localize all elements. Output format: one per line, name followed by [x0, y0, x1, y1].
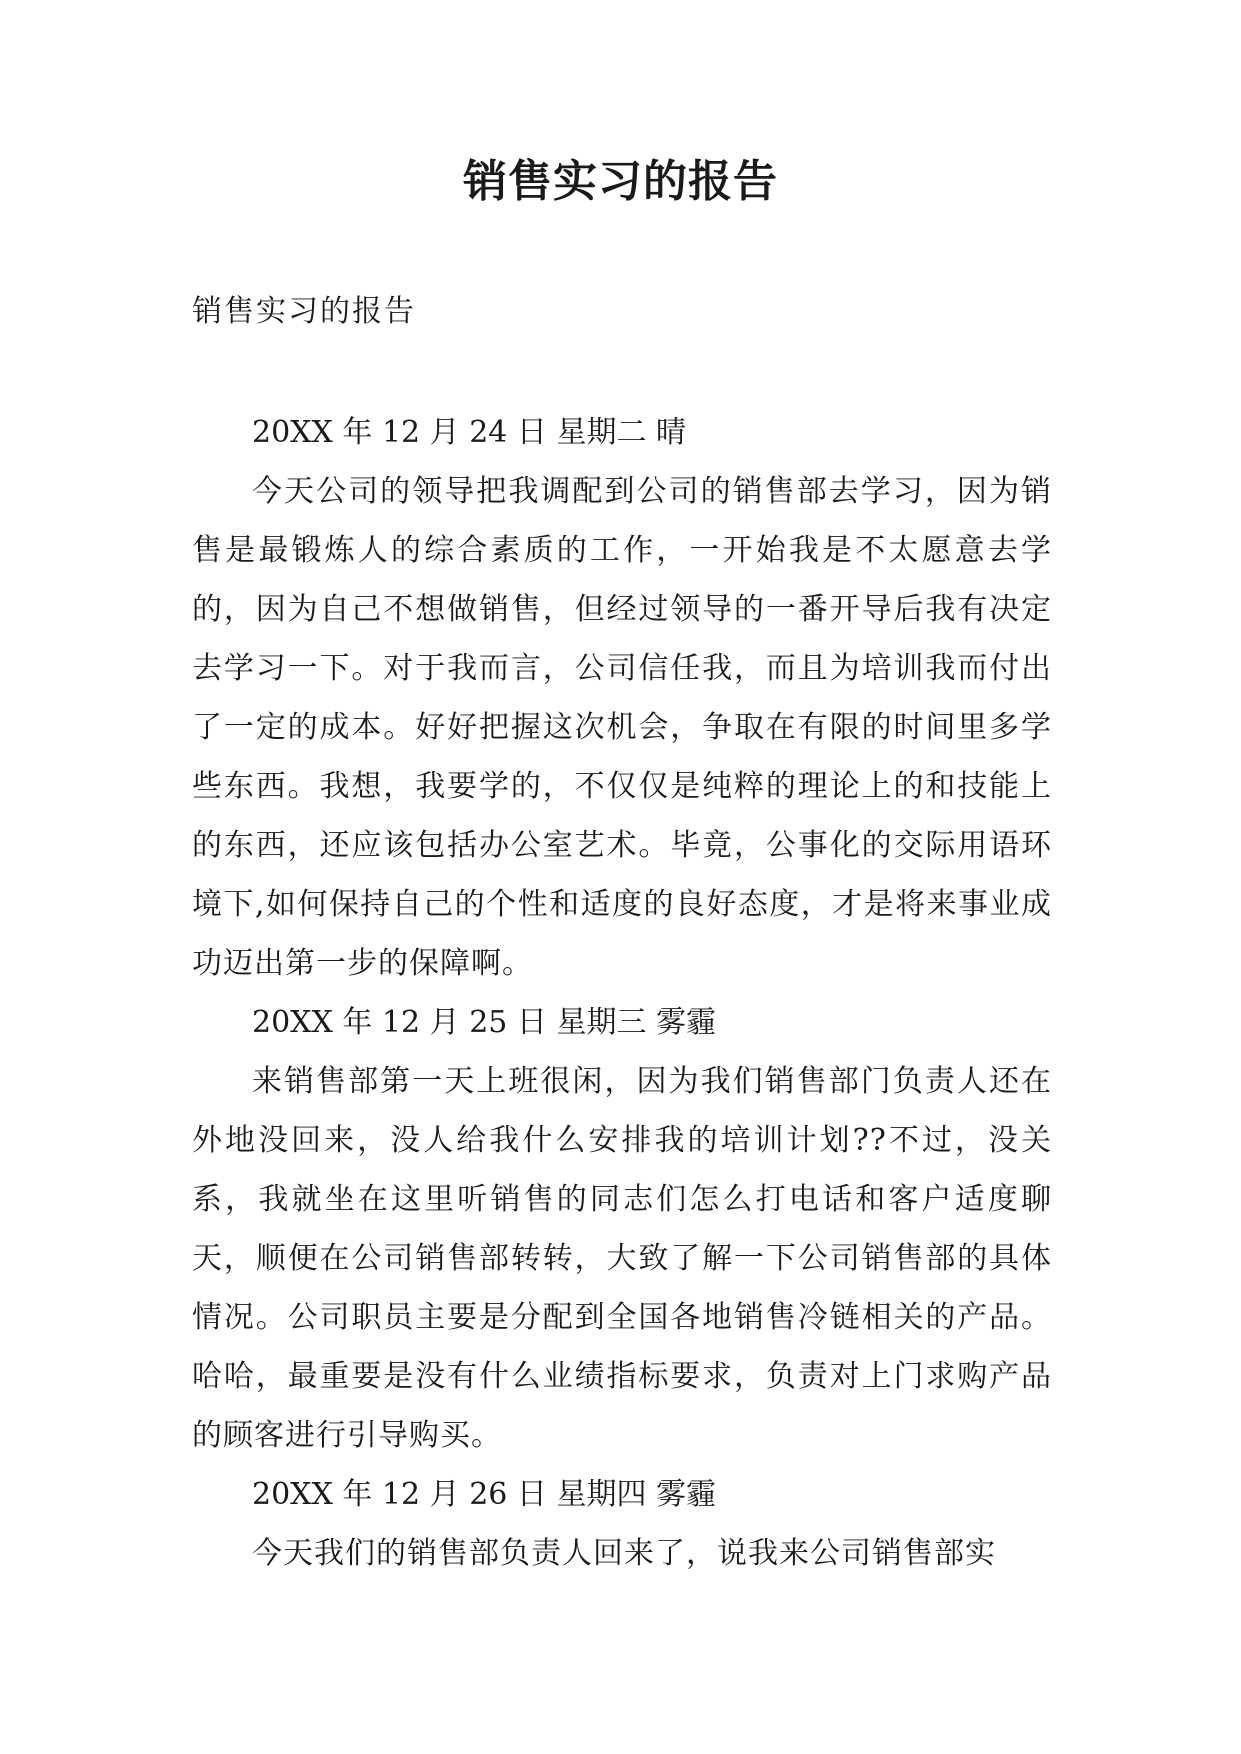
document-subtitle: 销售实习的报告: [192, 294, 416, 329]
diary-date-line: 20XX 年 12 月 25 日 星期三 雾霾: [252, 1005, 716, 1040]
document-body: [192, 403, 1052, 1583]
document-title: 销售实习的报告: [463, 156, 778, 207]
body-paragraph: 今天公司的领导把我调配到公司的销售部去学习，因为销售是最锻炼人的综合素质的工作，一开始我是不太愿意去学的，因为自己不想做销售，但经过领导的一番开导后我有决定去学习一下。对于我而言，公司信任我，而且为培训我而付出了一定的成本。好好把握这次机会，争取在有限的时间里多学些东西。我想，我要学的，不仅仅是纯粹的理论上的和技能上的东西，还应该包括办公室艺术。毕竟，公事化的交际用语环境下,如何保持自己的个性和适度的良好态度，才是将来事业成功迈出第一步的保障啊。: [192, 474, 1052, 981]
body-paragraph: 今天我们的销售部负责人回来了，说我来公司销售部实: [252, 1536, 996, 1571]
diary-date-line: 20XX 年 12 月 26 日 星期四 雾霾: [252, 1477, 716, 1512]
body-paragraph: 来销售部第一天上班很闲，因为我们销售部门负责人还在外地没回来，没人给我什么安排我的培训计划??不过，没关系，我就坐在这里听销售的同志们怎么打电话和客户适度聊天，顺便在公司销售部转转，大致了解一下公司销售部的具体情况。公司职员主要是分配到全国各地销售冷链相关的产品。哈哈，最重要是没有什么业绩指标要求，负责对上门求购产品的顾客进行引导购买。: [192, 1064, 1052, 1453]
diary-date-line: 20XX 年 12 月 24 日 星期二 晴: [252, 415, 686, 450]
